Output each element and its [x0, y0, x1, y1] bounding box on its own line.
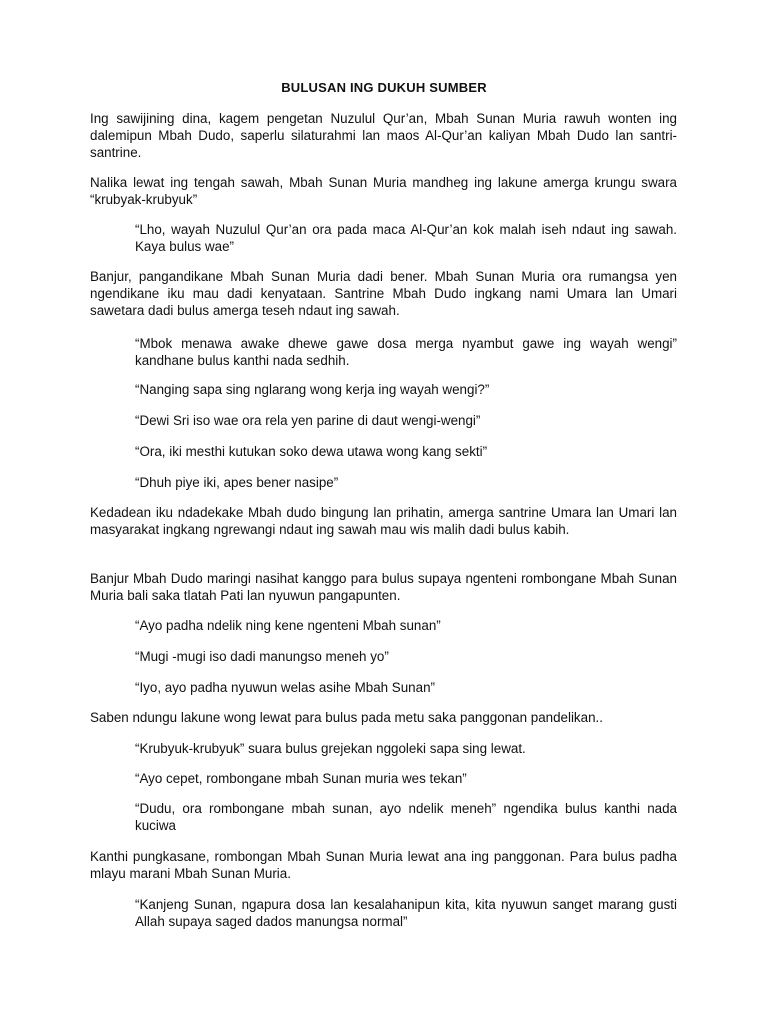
dialogue-paragraph: “Mugi -mugi iso dadi manungso meneh yo”	[135, 649, 389, 664]
paragraph: Banjur Mbah Dudo maringi nasihat kanggo para bulus supaya ngenteni rombongane Mbah Sunan Muria bali saka tlatah Pati lan nyuwun pangapunten.	[90, 571, 677, 603]
dialogue-paragraph: “Lho, wayah Nuzulul Qur’an ora pada maca Al-Qur’an kok malah iseh ndaut ing sawah. Kaya bulus wae”	[135, 222, 677, 254]
dialogue-paragraph: “Dudu, ora rombongane mbah sunan, ayo ndelik meneh” ngendika bulus kanthi nada kuciwa	[135, 801, 677, 833]
paragraph: Ing sawijining dina, kagem pengetan Nuzulul Qur’an, Mbah Sunan Muria rawuh wonten ing dalemipun Mbah Dudo, saperlu silaturahmi lan maos Al-Qur’an kaliyan Mbah Dudo lan santri-santrine.	[90, 111, 677, 160]
dialogue-paragraph: “Nanging sapa sing nglarang wong kerja ing wayah wengi?”	[135, 382, 490, 397]
dialogue-paragraph: “Krubyuk-krubyuk” suara bulus grejekan nggoleki sapa sing lewat.	[135, 741, 526, 756]
paragraph: Saben ndungu lakune wong lewat para bulus pada metu saka panggonan pandelikan..	[90, 710, 603, 725]
dialogue-paragraph: “Ora, iki mesthi kutukan soko dewa utawa wong kang sekti”	[135, 444, 488, 459]
dialogue-paragraph: “Kanjeng Sunan, ngapura dosa lan kesalahanipun kita, kita nyuwun sanget marang gusti Allah supaya saged dados manungsa normal”	[135, 897, 677, 929]
dialogue-paragraph: “Ayo padha ndelik ning kene ngenteni Mbah sunan”	[135, 618, 441, 633]
paragraph: Kedadean iku ndadekake Mbah dudo bingung lan prihatin, amerga santrine Umara lan Umari lan masyarakat ingkang ngrewangi ndaut ing sawah mau wis malih dadi bulus kabih.	[90, 505, 677, 537]
dialogue-paragraph: “Iyo, ayo padha nyuwun welas asihe Mbah Sunan”	[135, 680, 435, 695]
dialogue-paragraph: “Dhuh piye iki, apes bener nasipe”	[135, 475, 339, 490]
paragraph: Banjur, pangandikane Mbah Sunan Muria dadi bener. Mbah Sunan Muria ora rumangsa yen ngendikane iku mau dadi kenyataan. Santrine Mbah Dudo ingkang nami Umara lan Umari sawetara dadi bulus amerga teseh ndaut ing sawah.	[90, 269, 677, 318]
dialogue-paragraph: “Mbok menawa awake dhewe gawe dosa merga nyambut gawe ing wayah wengi” kandhane bulus kanthi nada sedhih.	[135, 336, 677, 368]
paragraph: Kanthi pungkasane, rombongan Mbah Sunan Muria lewat ana ing panggonan. Para bulus padha mlayu marani Mbah Sunan Muria.	[90, 849, 677, 881]
dialogue-paragraph: “Ayo cepet, rombongane mbah Sunan muria wes tekan”	[135, 771, 467, 786]
paragraph: Nalika lewat ing tengah sawah, Mbah Sunan Muria mandheg ing lakune amerga krungu swara “krubyak-krubyuk”	[90, 175, 677, 207]
document-title: BULUSAN ING DUKUH SUMBER	[281, 80, 487, 95]
dialogue-paragraph: “Dewi Sri iso wae ora rela yen parine di daut wengi-wengi”	[135, 413, 481, 428]
